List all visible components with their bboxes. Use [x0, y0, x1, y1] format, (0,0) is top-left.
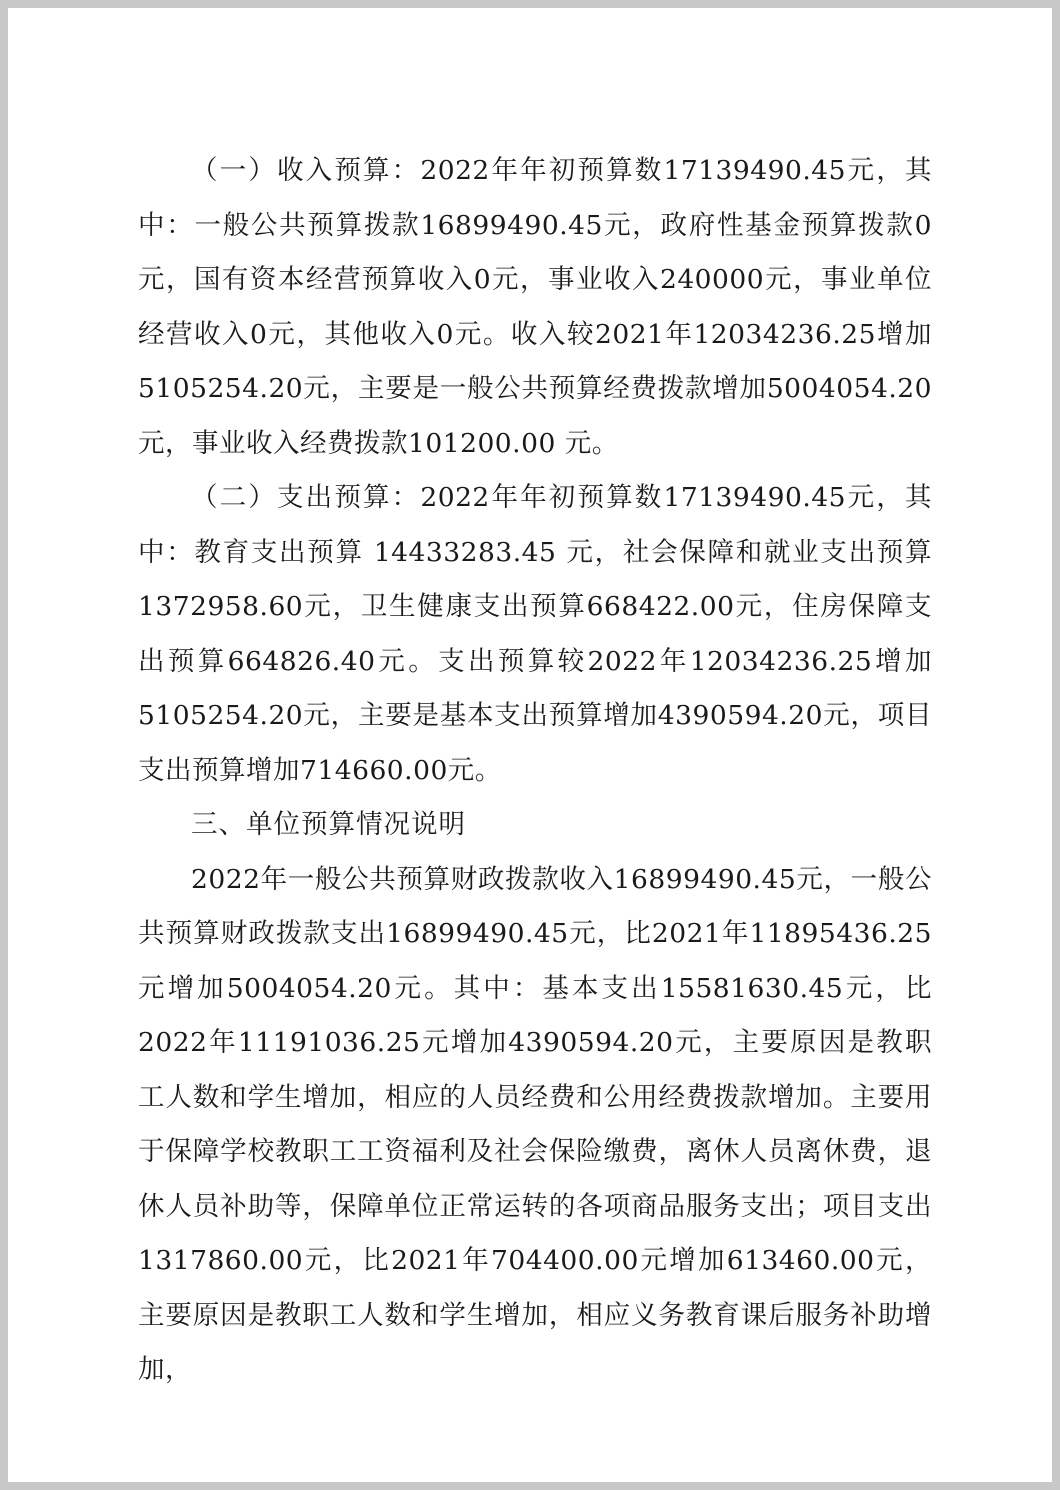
document-page	[8, 8, 1052, 1482]
expenditure-budget-paragraph: （二）支出预算：2022年年初预算数17139490.45元，其中：教育支出预算 14433283.45 元，社会保障和就业支出预算1372958.60元，卫生健康支出预算668422.00元，住房保障支出预算664826.40元。支出预算较2022年12034236.25增加5105254.20元，主要是基本支出预算增加4390594.20元，项目支出预算增加714660.00元。	[138, 482, 932, 786]
document-body	[138, 144, 932, 1398]
unit-budget-paragraph: 2022年一般公共预算财政拨款收入16899490.45元，一般公共预算财政拨款支出16899490.45元，比2021年11895436.25元增加5004054.20元。其中：基本支出15581630.45元，比2022年11191036.25元增加4390594.20元，主要原因是教职工人数和学生增加，相应的人员经费和公用经费拨款增加。主要用于保障学校教职工工资福利及社会保险缴费，离休人员离休费，退休人员补助等，保障单位正常运转的各项商品服务支出；项目支出1317860.00元，比2021年704400.00元增加613460.00元，主要原因是教职工人数和学生增加，相应义务教育课后服务补助增加，	[138, 863, 932, 1385]
income-budget-paragraph: （一）收入预算：2022年年初预算数17139490.45元，其中：一般公共预算拨款16899490.45元，政府性基金预算拨款0元，国有资本经营预算收入0元，事业收入240000元，事业单位经营收入0元，其他收入0元。收入较2021年12034236.25增加5105254.20元，主要是一般公共预算经费拨款增加5004054.20 元，事业收入经费拨款101200.00 元。	[138, 155, 932, 459]
section-heading: 三、单位预算情况说明	[191, 809, 466, 840]
